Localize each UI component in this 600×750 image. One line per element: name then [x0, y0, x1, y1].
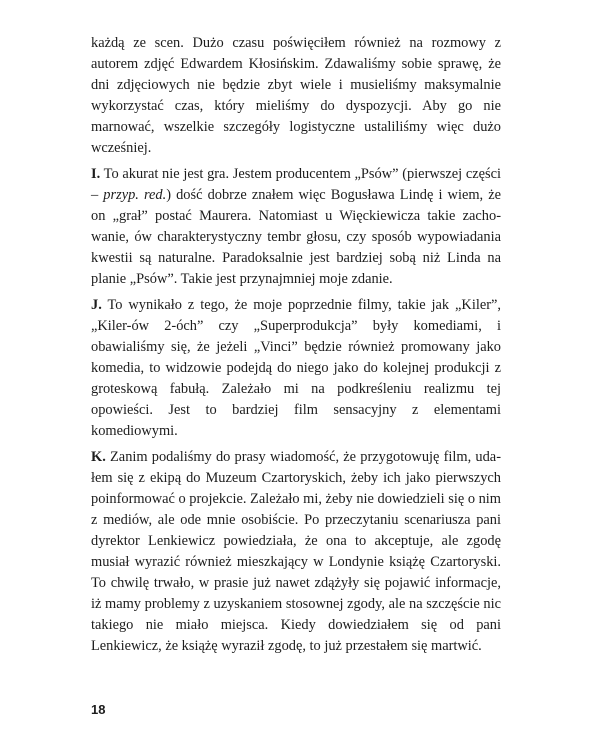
speaker-label: K.	[91, 449, 106, 465]
paragraph-text: Zanim podaliśmy do prasy wiadomość, że przygotowuję film, udałem się z ekipą do Muzeum Czartoryskich, żeby ich jako pierwszych poinformować o projekcie. Zależało mi, żeby nie dowiedzieli się o nim z mediów, ale ode mnie osobiście. Po przeczytaniu scenariusza pani dyrektor Lenkiewicz powiedziała, że ona to akceptuje, ale zgodę musiał wyrazić również mieszkający w Londynie książę Czartoryski. To chwilę trwało, w prasie już nawet zdążyły się pojawić informacje, iż mamy problemy z uzyskaniem stosownej zgody, ale na szczęście nic takiego nie miało miejsca. Kiedy dowiedziałem się od pani Lenkiewicz, że książę wyraził zgodę, to już przestałem się martwić.	[91, 449, 501, 654]
editorial-note: przyp. red.	[103, 187, 167, 203]
paragraph-answer-k	[91, 447, 501, 657]
paragraph-continuation	[91, 33, 501, 159]
paragraph-text: każdą ze scen. Dużo czasu poświęciłem również na rozmowy z autorem zdjęć Edwardem Kłosińskim. Zdawaliśmy sobie sprawę, że dni zdjęciowych nie będzie zbyt wiele i musieliśmy maksymalnie wykorzystać czas, który mieliśmy do dyspozycji. Aby go nie marnować, wszelkie szczegóły logistyczne ustaliliśmy więc dużo wcześniej.	[91, 35, 501, 156]
speaker-label: I.	[91, 166, 101, 182]
body-text	[91, 33, 501, 657]
paragraph-text: To wynikało z tego, że moje poprzednie filmy, takie jak „Kiler”, „Kiler-ów 2-óch” czy „Superprodukcja” były komediami, i obawialiśmy się, że jeżeli „Vinci” będzie również promowany jako komedia, to widzowie podejdą do niego jako do kolejnej produkcji z groteskową fabułą. Zależało mi na podkreśleniu realizmu tej opowieści. Jest to bardziej film sensacyjny z elementami komediowymi.	[91, 297, 501, 439]
paragraph-text: To akurat nie jest gra. Jestem producentem „Psów” (pierwszej części – przyp. red.) dość dobrze znałem więc Bogusława Lindę i wiem, że on „grał” postać Maurera. Natomiast u Więckiewicza takie zachowanie, ów charakterystyczny tembr głosu, czy sposób wypowiadania kwestii są naturalne. Paradoksalnie jest bardziej sobą niż Linda na planie „Psów”. Takie jest przynajmniej moje zdanie.	[91, 166, 501, 287]
page-number: 18	[91, 702, 106, 717]
speaker-label: J.	[91, 297, 102, 313]
paragraph-answer-i	[91, 164, 501, 290]
paragraph-answer-j	[91, 295, 501, 442]
